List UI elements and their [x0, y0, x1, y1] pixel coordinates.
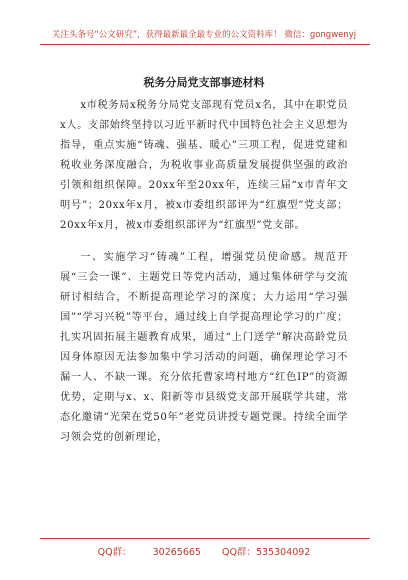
- document-body: [60, 96, 348, 448]
- footer-divider: [40, 538, 370, 539]
- header-divider: [40, 44, 370, 45]
- paragraph-section-1: 一、实施学习“铸魂”工程，增强党员使命感。规范开展“三会一课”、主题党日等党内活动，通过集体研学与交流研讨相结合，不断提高理论学习的深度；大力运用“学习强国”“学习兴税”等平台，通过线上自学提高理论学习的广度；扎实巩固拓展主题教育成果，通过“上门送学”解决高龄党员因身体原因无法参加集中学习活动的问题，确保理论学习不漏一人、不缺一课。充分依托曹家塆村地方“红色IP”的资源优势，定期与x、x、阳新等市县级党支部开展联学共建，常态化邀请“光荣在党50年”老党员讲授专题党课。持续全面学习领会党的创新理论，: [60, 252, 348, 443]
- header-banner: 关注头条号“公文研究”，获得最新最全最专业的公文资料库！ 微信：gongwenyj: [51, 30, 357, 40]
- document-title: 税务分局党支部事迹材料: [143, 76, 265, 89]
- footer-qq-groups: QQ群： 30265665 QQ群：535304092: [97, 547, 311, 558]
- paragraph-intro: x市税务局x税务分局党支部现有党员x名，其中在职党员x人。支部始终坚持以习近平新时代中国特色社会主义思想为指导，重点实施“铸魂、强基、暖心”三项工程，促进党建和税收业务深度融合，为税收事业高质量发展提供坚强的政治引领和组织保障。20xx年至20xx年，连续三届“x市青年文明号”；20xx年x月，被x市委组织部评为“红旗型”党支部；20xx年x月，被x市委组织部评为“红旗型”党支部。: [60, 100, 348, 231]
